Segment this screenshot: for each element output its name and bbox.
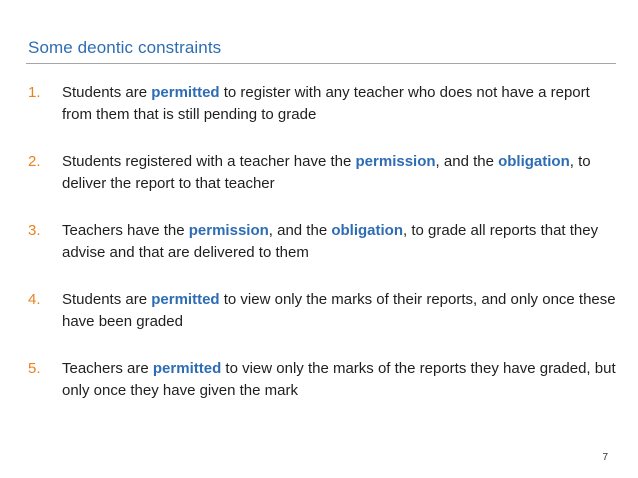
item-number: 3. — [28, 222, 41, 239]
constraint-item-1 — [28, 82, 618, 126]
item-number: 5. — [28, 360, 41, 377]
text-segment: , to grade all reports that they advise and that are delivered to them — [62, 222, 599, 261]
item-number: 4. — [28, 291, 41, 308]
text-segment: Students are — [62, 84, 152, 101]
text-segment: to register with any teacher who does not have a report from them that is still pending to grade — [62, 84, 590, 123]
page-number: 7 — [602, 452, 608, 463]
text-segment: to view only the marks of the reports they have graded, but only once they have given the mark — [62, 360, 616, 399]
item-number: 1. — [28, 84, 41, 101]
item-text — [62, 151, 618, 195]
slide-title: Some deontic constraints — [28, 38, 222, 57]
keyword-permitted: permitted — [151, 291, 220, 308]
text-segment: Teachers have the — [62, 222, 189, 239]
constraint-item-4 — [28, 289, 618, 333]
item-text — [62, 289, 618, 333]
title-divider — [26, 63, 616, 64]
text-segment: Students registered with a teacher have the — [62, 153, 356, 170]
keyword-obligation: obligation — [331, 222, 403, 239]
keyword-permission: permission — [188, 222, 269, 239]
constraint-item-5 — [28, 358, 618, 402]
text-segment: Teachers are — [62, 360, 153, 377]
item-text — [62, 358, 618, 402]
item-text — [62, 82, 618, 126]
keyword-permitted: permitted — [151, 84, 220, 101]
keyword-obligation: obligation — [498, 153, 570, 170]
text-segment: , to deliver the report to that teacher — [62, 153, 591, 192]
constraint-list — [28, 82, 618, 427]
text-segment: Students are — [62, 291, 152, 308]
constraint-item-2 — [28, 151, 618, 195]
text-segment: , and the — [435, 153, 499, 170]
item-text — [62, 220, 618, 264]
item-number: 2. — [28, 153, 41, 170]
constraint-item-3 — [28, 220, 618, 264]
text-segment: to view only the marks of their reports, and only once these have been graded — [62, 291, 616, 330]
keyword-permission: permission — [355, 153, 436, 170]
keyword-permitted: permitted — [152, 360, 222, 377]
text-segment: , and the — [268, 222, 332, 239]
